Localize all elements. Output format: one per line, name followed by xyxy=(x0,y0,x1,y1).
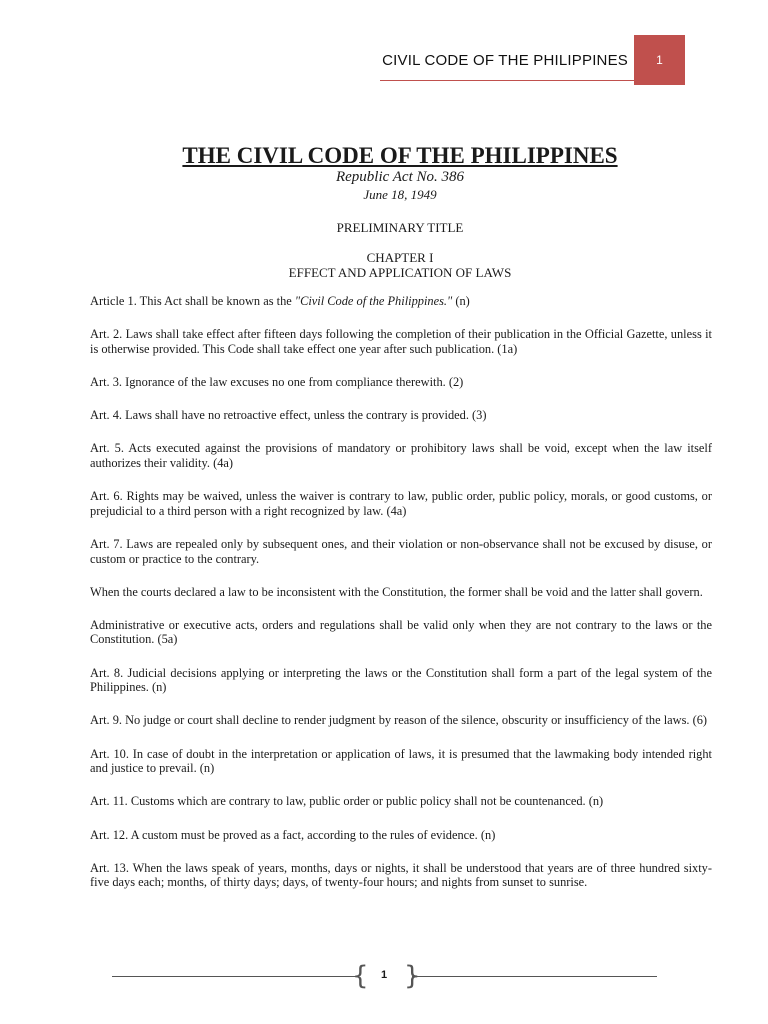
header-page-number: 1 xyxy=(634,35,685,85)
footer-rule-right xyxy=(412,976,657,977)
article-paragraph: Art. 5. Acts executed against the provisions of mandatory or prohibitory laws shall be void, except when the law itself authorizes their validity. (4a) xyxy=(90,441,712,470)
document-subtitle: Republic Act No. 386 xyxy=(335,169,465,185)
article-paragraph: Art. 4. Laws shall have no retroactive effect, unless the contrary is provided. (3) xyxy=(90,408,487,423)
article-paragraph: Art. 10. In case of doubt in the interpretation or application of laws, it is presumed that the lawmaking body intended right and justice to prevail. (n) xyxy=(90,746,712,776)
article-paragraph: Art. 13. When the laws speak of years, months, days or nights, it shall be understood that years are of three hundred sixty-five days each; months, of thirty days; days, of twenty-four hours; and nights from sunset to sunrise. xyxy=(90,860,712,890)
article-paragraph: Art. 12. A custom must be proved as a fact, according to the rules of evidence. (n) xyxy=(90,827,496,842)
article-1-suffix: (n) xyxy=(452,294,470,308)
preliminary-title: PRELIMINARY TITLE xyxy=(336,220,464,235)
document-date: June 18, 1949 xyxy=(363,187,437,202)
chapter-title: EFFECT AND APPLICATION OF LAWS xyxy=(288,265,512,280)
article-paragraph: Art. 6. Rights may be waived, unless the waiver is contrary to law, public order, public policy, morals, or good customs, or prejudicial to a third person with a right recognized by law. (4a) xyxy=(90,489,712,518)
article-paragraph: When the courts declared a law to be inconsistent with the Constitution, the former shall be void and the latter shall govern. xyxy=(90,584,703,599)
article-1-italic: "Civil Code of the Philippines." xyxy=(294,294,453,308)
header-title: CIVIL CODE OF THE PHILIPPINES xyxy=(382,52,628,69)
article-paragraph: Art. 3. Ignorance of the law excuses no one from compliance therewith. (2) xyxy=(90,374,464,389)
article-paragraph: Art. 9. No judge or court shall decline to render judgment by reason of the silence, obscurity or insufficiency of the laws. (6) xyxy=(90,713,708,728)
document-body xyxy=(90,294,712,909)
article-paragraph: Administrative or executive acts, orders and regulations shall be valid only when they are not contrary to the laws or the Constitution. (5a) xyxy=(90,617,712,647)
article-paragraph: Art. 2. Laws shall take effect after fifteen days following the completion of their publication in the Official Gazette, unless it is otherwise provided. This Code shall take effect one year after such publication. (1a) xyxy=(90,327,712,356)
article-paragraph: Art. 11. Customs which are contrary to law, public order or public policy shall not be countenanced. (n) xyxy=(90,794,604,809)
right-brace-icon: } xyxy=(404,961,421,991)
article-paragraph: Art. 7. Laws are repealed only by subsequent ones, and their violation or non-observance shall not be excused by disuse, or custom or practice to the contrary. xyxy=(90,536,712,566)
left-brace-icon: { xyxy=(352,961,369,991)
article-paragraph: Art. 8. Judicial decisions applying or interpreting the laws or the Constitution shall form a part of the legal system of the Philippines. (n) xyxy=(90,665,712,695)
article-paragraph xyxy=(90,294,712,309)
footer-page-number: 1 xyxy=(380,969,388,981)
chapter-heading xyxy=(0,250,768,280)
footer-rule-left xyxy=(112,976,356,977)
header-rule xyxy=(380,80,634,81)
article-1-text: Article 1. This Act shall be known as the xyxy=(90,294,295,308)
document-title: THE CIVIL CODE OF THE PHILIPPINES xyxy=(182,143,618,168)
chapter-number: CHAPTER I xyxy=(366,250,434,265)
